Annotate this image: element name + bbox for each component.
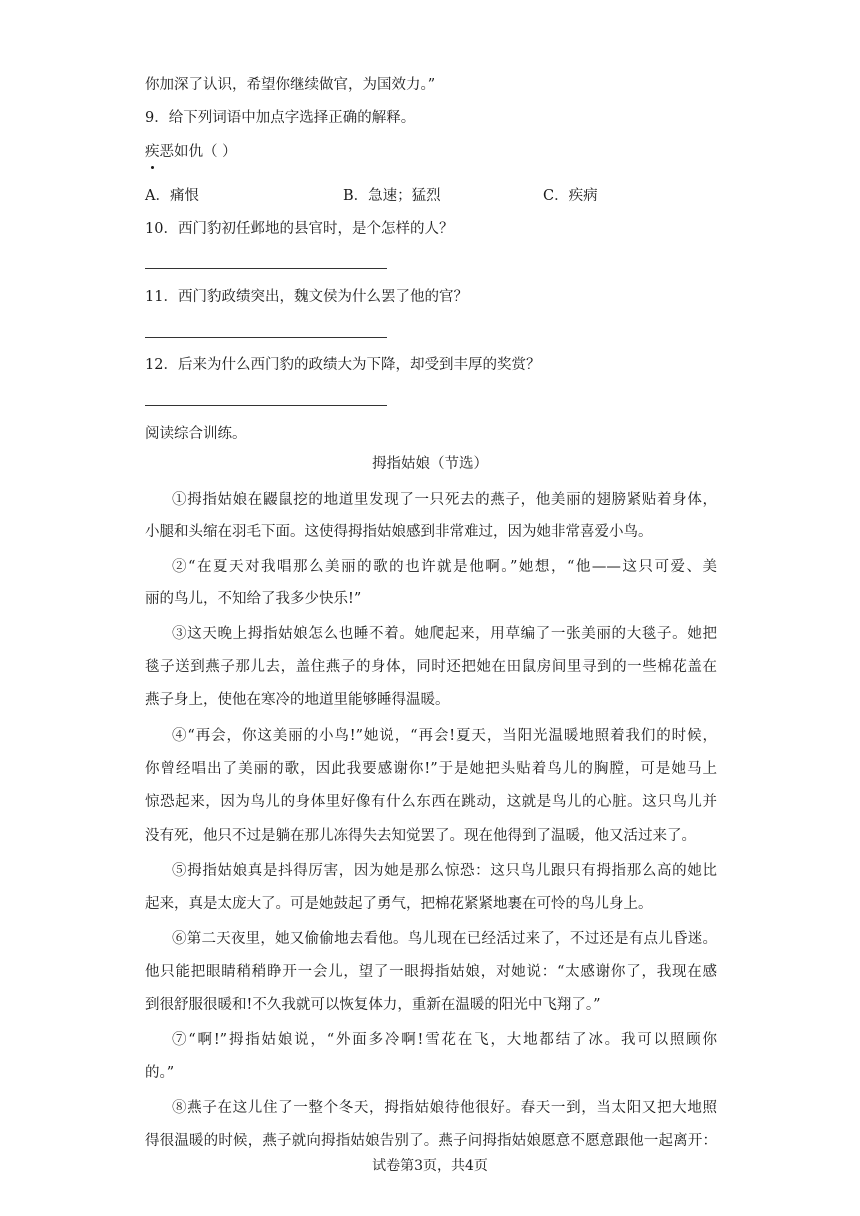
section-heading: 阅读综合训练。 (145, 426, 247, 442)
question-9-phrase-rest: 恶如仇（ ） (159, 144, 237, 160)
paragraph-3-line-1: ③这天晚上拇指姑娘怎么也睡不着。她爬起来，用草编了一张美丽的大毯子。她把 (172, 626, 717, 642)
paragraph-6-line-1: ⑥第二天夜里，她又偷偷地去看他。鸟儿现在已经活过来了，不过还是有点儿昏迷。 (172, 931, 717, 947)
question-11-answer-line[interactable] (145, 337, 387, 338)
question-10-prompt: 10．西门豹初任邺地的县官时，是个怎样的人？ (145, 221, 454, 237)
paragraph-8-line-1: ⑧燕子在这儿住了一整个冬天，拇指姑娘待他很好。春天一到，当太阳又把大地照 (172, 1100, 717, 1116)
option-c: C．疾病 (543, 188, 598, 204)
option-a: A．痛恨 (145, 188, 199, 204)
passage-title: 拇指姑娘（节选） (372, 456, 488, 472)
option-b: B．急速；猛烈 (343, 188, 441, 204)
paragraph-6-line-3: 到很舒服很暖和!不久我就可以恢复体力，重新在温暖的阳光中飞翔了。” (145, 997, 601, 1013)
paragraph-2-line-1: ②“在夏天对我唱那么美丽的歌的也许就是他啊。”她想，“他——这只可爱、美 (172, 559, 717, 575)
question-12-answer-line[interactable] (145, 405, 387, 406)
question-12-prompt: 12．后来为什么西门豹的政绩大为下降，却受到丰厚的奖赏？ (145, 357, 541, 373)
emphasis-dot-icon (151, 166, 154, 169)
question-9-phrase (145, 142, 237, 162)
question-11-prompt: 11．西门豹政绩突出，魏文侯为什么罢了他的官？ (145, 289, 468, 305)
paragraph-4-line-2: 你曾经唱出了美丽的歌，因此我要感谢你!”于是她把头贴着鸟儿的胸膛，可是她马上 (145, 761, 717, 777)
page-footer: 试卷第3页，共4页 (372, 1158, 488, 1174)
paragraph-3-line-2: 毯子送到燕子那儿去，盖住燕子的身体，同时还把她在田鼠房间里寻到的一些棉花盖在 (145, 659, 717, 675)
paragraph-5-line-1: ⑤拇指姑娘真是抖得厉害，因为她是那么惊恐：这只鸟儿跟只有拇指那么高的她比 (172, 863, 717, 879)
paragraph-7-line-1: ⑦“啊!”拇指姑娘说，“外面多冷啊!雪花在飞，大地都结了冰。我可以照顾你 (172, 1032, 717, 1048)
dotted-character: 疾 (145, 142, 160, 162)
paragraph-4-line-1: ④“再会，你这美丽的小鸟!”她说，“再会!夏天，当阳光温暖地照着我们的时候， (172, 728, 717, 744)
paragraph-1-line-1: ①拇指姑娘在鼹鼠挖的地道里发现了一只死去的燕子，他美丽的翅膀紧贴着身体， (172, 492, 717, 508)
question-9-prompt: 9．给下列词语中加点字选择正确的解释。 (145, 110, 416, 126)
paragraph-7-line-2: 的。” (145, 1065, 175, 1081)
paragraph-1-line-2: 小腿和头缩在羽毛下面。这使得拇指姑娘感到非常难过，因为她非常喜爱小鸟。 (145, 524, 653, 540)
paragraph-4-line-3: 惊恐起来，因为鸟儿的身体里好像有什么东西在跳动，这就是鸟儿的心脏。这只鸟儿并 (145, 794, 717, 810)
paragraph-8-line-2: 得很温暖的时候，燕子就向拇指姑娘告别了。燕子问拇指姑娘愿意不愿意跟他一起离开： (145, 1133, 717, 1149)
paragraph-6-line-2: 他只能把眼睛稍稍睁开一会儿，望了一眼拇指姑娘，对她说：“太感谢你了，我现在感 (145, 964, 717, 980)
paragraph-3-line-3: 燕子身上，使他在寒冷的地道里能够睡得温暖。 (145, 692, 450, 708)
question-10-answer-line[interactable] (145, 268, 387, 269)
paragraph-2-line-2: 丽的鸟儿，不知给了我多少快乐!” (145, 591, 362, 607)
paragraph-5-line-2: 起来，真是太庞大了。可是她鼓起了勇气，把棉花紧紧地裹在可怜的鸟儿身上。 (145, 896, 653, 912)
paragraph-4-line-4: 没有死，他只不过是躺在那儿冻得失去知觉罢了。现在他得到了温暖，他又活过来了。 (145, 828, 696, 844)
previous-passage-ending: 你加深了认识，希望你继续做官，为国效力。” (145, 77, 436, 93)
